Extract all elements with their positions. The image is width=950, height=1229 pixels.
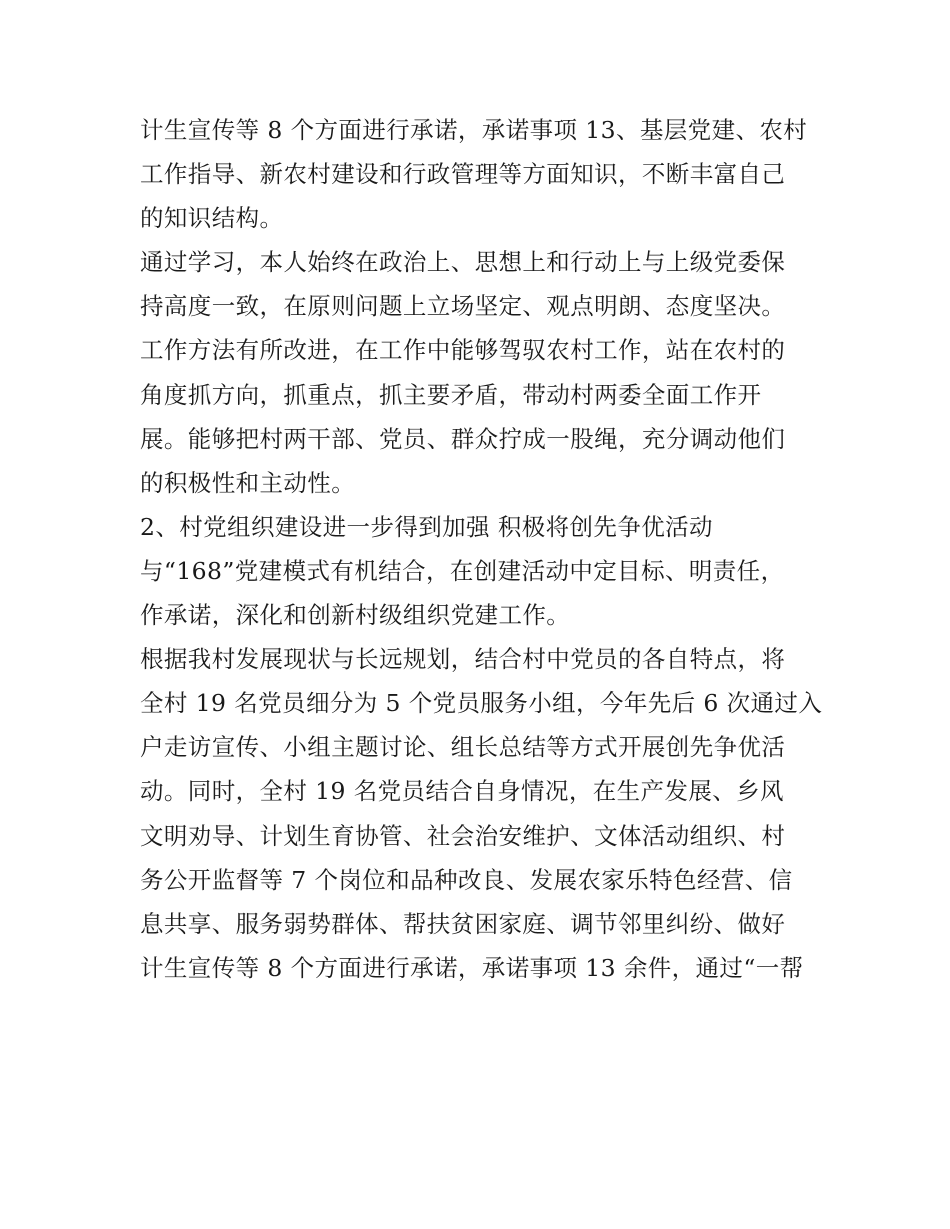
text-line: 息共享、服务弱势群体、帮扶贫困家庭、调节邻里纠纷、做好 bbox=[140, 909, 786, 938]
text-line: 与“168”党建模式有机结合，在创建活动中定目标、明责任， bbox=[140, 556, 785, 585]
text-line: 的知识结构。 bbox=[140, 204, 284, 233]
text-line: 务公开监督等 7 个岗位和品种改良、发展农家乐特色经营、信 bbox=[140, 865, 793, 894]
text-line: 角度抓方向，抓重点，抓主要矛盾，带动村两委全面工作开 bbox=[140, 380, 762, 409]
text-line: 计生宣传等 8 个方面进行承诺，承诺事项 13 余件，通过“一帮 bbox=[140, 953, 804, 982]
text-line: 作承诺，深化和创新村级组织党建工作。 bbox=[140, 601, 571, 630]
text-line: 持高度一致，在原则问题上立场坚定、观点明朗、态度坚决。 bbox=[140, 292, 786, 321]
section-heading: 2、村党组织建设进一步得到加强 积极将创先争优活动 bbox=[140, 512, 713, 541]
text-line: 展。能够把村两干部、党员、群众拧成一股绳，充分调动他们 bbox=[140, 424, 786, 453]
text-line: 动。同时，全村 19 名党员结合自身情况，在生产发展、乡风 bbox=[140, 777, 784, 806]
text-line: 工作指导、新农村建设和行政管理等方面知识，不断丰富自己 bbox=[140, 160, 786, 189]
text-line: 文明劝导、计划生育协管、社会治安维护、文体活动组织、村 bbox=[140, 821, 786, 850]
text-line: 计生宣传等 8 个方面进行承诺，承诺事项 13、基层党建、农村 bbox=[140, 116, 808, 144]
document-body bbox=[140, 108, 830, 990]
text-line: 全村 19 名党员细分为 5 个党员服务小组，今年先后 6 次通过入 bbox=[140, 689, 823, 718]
text-line: 工作方法有所改进，在工作中能够驾驭农村工作，站在农村的 bbox=[140, 336, 786, 365]
text-line: 的积极性和主动性。 bbox=[140, 468, 356, 497]
text-line: 通过学习，本人始终在政治上、思想上和行动上与上级党委保 bbox=[140, 248, 786, 277]
text-line: 户走访宣传、小组主题讨论、组长总结等方式开展创先争优活 bbox=[140, 733, 786, 762]
text-line: 根据我村发展现状与长远规划，结合村中党员的各自特点，将 bbox=[140, 645, 786, 674]
